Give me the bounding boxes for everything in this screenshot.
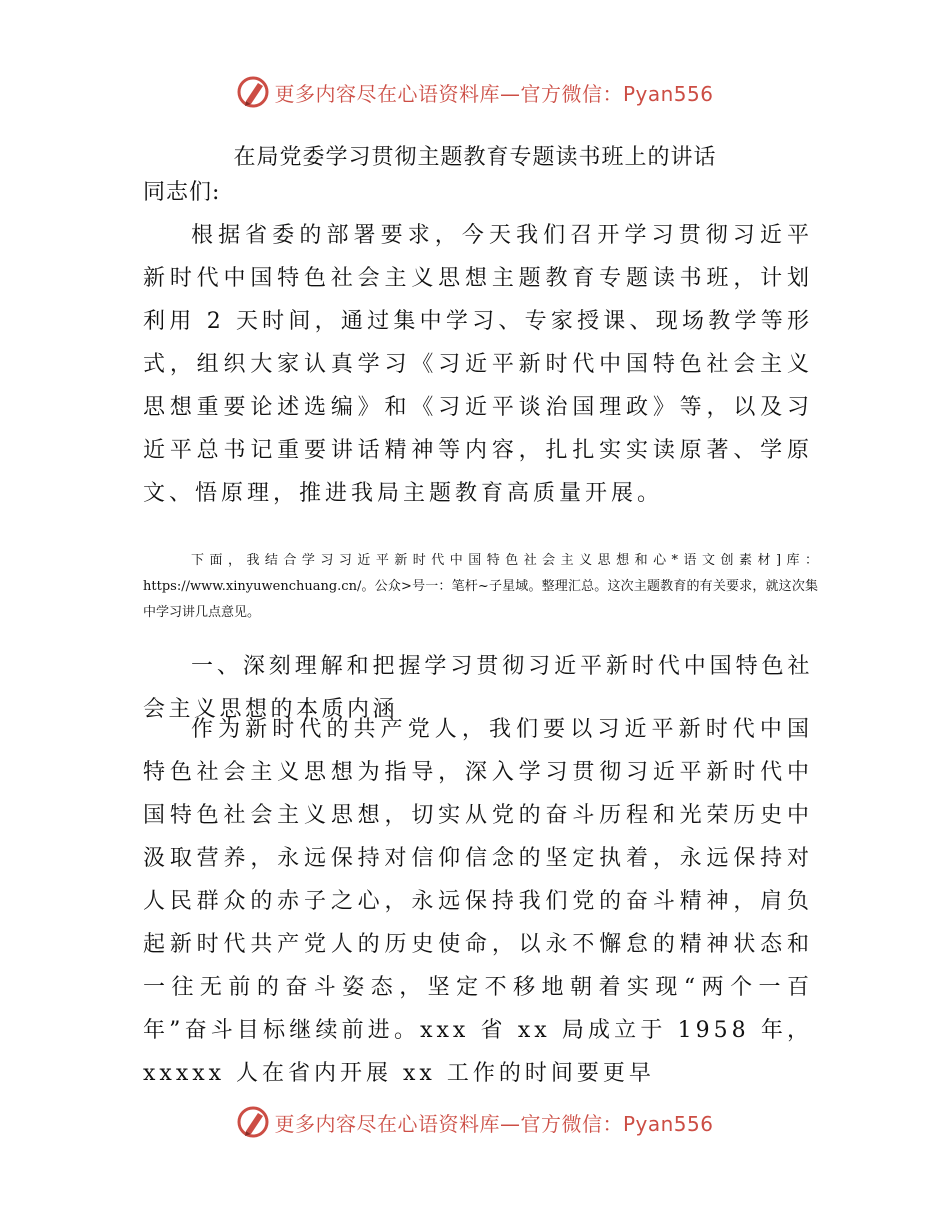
pen-logo-icon [236, 75, 270, 109]
header-banner [0, 72, 950, 112]
salutation: 同志们: [143, 180, 221, 205]
note-paragraph: 下面，我结合学习习近平新时代中国特色社会主义思想和心*语文创素材]库：https://www.xinyuwenchuang.cn/。公众>号一：笔杆~子星域。整理汇总。这次主题教育的有关要求，就这次集中学习讲几点意见。 [143, 553, 818, 620]
document-title: 在局党委学习贯彻主题教育专题读书班上的讲话 [233, 145, 717, 170]
paragraph: 作为新时代的共产党人，我们要以习近平新时代中国特色社会主义思想为指导，深入学习贯彻习近平新时代中国特色社会主义思想，切实从党的奋斗历程和光荣历史中汲取营养，永远保持对信仰信念的坚定执着，永远保持对人民群众的赤子之心，永远保持我们党的奋斗精神，肩负起新时代共产党人的历史使命，以永不懈怠的精神状态和一往无前的奋斗姿态，坚定不移地朝着实现“两个一百年”奋斗目标继续前进。xxx 省 xx 局成立于 1958 年，xxxxx 人在省内开展 xx 工作的时间要更早 [143, 717, 813, 1086]
section-heading: 一、深刻理解和把握学习贯彻习近平新时代中国特色社会主义思想的本质内涵 [143, 654, 813, 722]
banner-text: 更多内容尽在心语资料库—官方微信：Pyan556 [274, 1111, 714, 1136]
pen-logo-icon [236, 1105, 270, 1139]
paragraph: 根据省委的部署要求，今天我们召开学习贯彻习近平新时代中国特色社会主义思想主题教育专题读书班，计划利用 2 天时间，通过集中学习、专家授课、现场教学等形式，组织大家认真学习《习近平新时代中国特色社会主义思想重要论述选编》和《习近平谈治国理政》等，以及习近平总书记重要讲话精神等内容，扎扎实实读原著、学原文、悟原理，推进我局主题教育高质量开展。 [143, 223, 813, 506]
banner-text: 更多内容尽在心语资料库—官方微信：Pyan556 [274, 81, 714, 106]
footer-banner [0, 1102, 950, 1142]
